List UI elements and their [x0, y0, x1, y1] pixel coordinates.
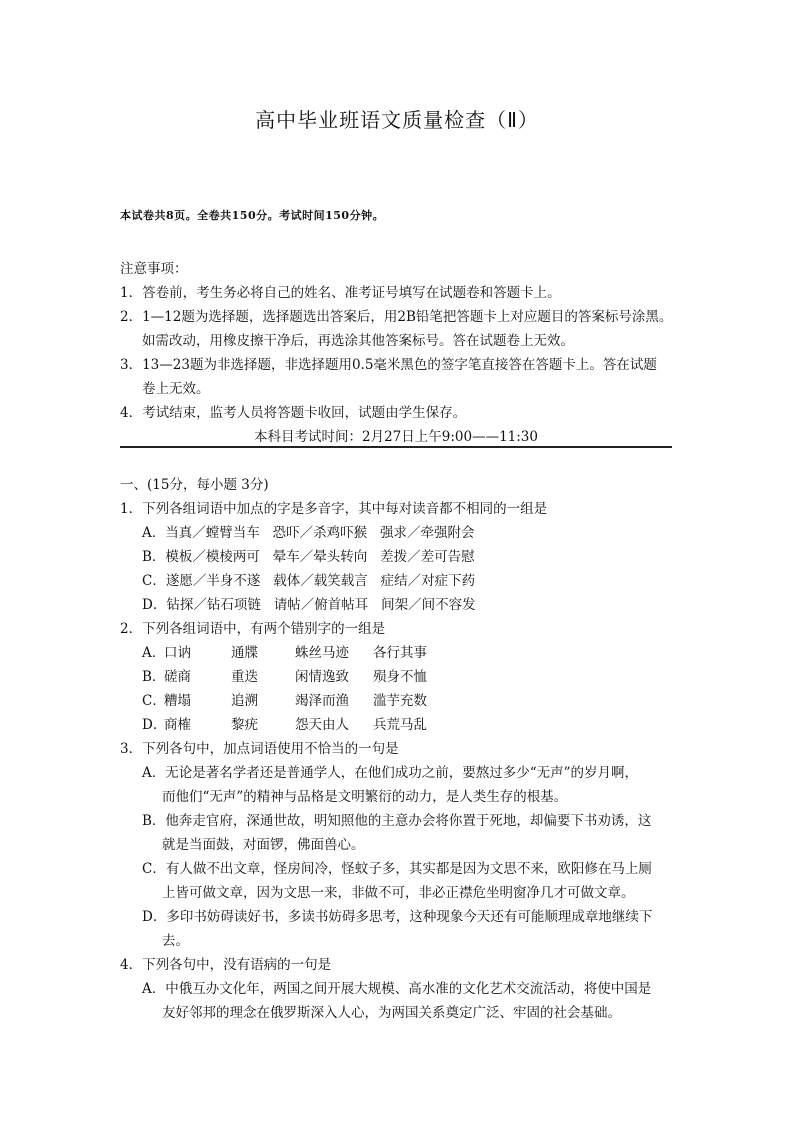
q3-option-d: D．多印书妨碍读好书，多读书妨碍多思考，这种现象今天还有可能顺理成章地继续下	[142, 909, 653, 925]
q4-option-a-cont: 友好邻邦的理念在俄罗斯深入人心，为两国关系奠定广泛、牢固的社会基础。	[162, 1005, 621, 1021]
q1-option-d: D．钻探／钻石项链 请帖／俯首帖耳 间架／间不容发	[142, 597, 476, 613]
q3-option-a-cont: 而他们“无声”的精神与品格是文明繁衍的动力，是人类生存的根基。	[162, 789, 568, 805]
divider	[120, 446, 672, 448]
q2-option-a: A． 口讷 通牒 蛛丝马迹 各行其事	[142, 645, 427, 661]
q3-option-c: C．有人做不出文章，怪房间冷，怪蚊子多，其实都是因为文思不来，欧阳修在马上厕	[142, 861, 652, 877]
q3-option-d-cont: 去。	[162, 933, 189, 949]
q4-option-a: A．中俄互办文化年，两国之间开展大规模、高水准的文化艺术交流活动，将使中国是	[142, 981, 652, 997]
q3-option-c-cont: 上皆可做文章，因为文思一来，非做不可，非必正襟危坐明窗净几才可做文章。	[162, 885, 635, 901]
instruction-continuation: 卷上无效。	[142, 381, 210, 397]
q2-option-d: D． 商榷 黎疣 怨天由人 兵荒马乱	[142, 717, 427, 733]
exam-time: 本科目考试时间：2月27日上午9:00——11:30	[254, 429, 538, 445]
question-3-stem: 3．下列各句中，加点词语使用不恰当的一句是	[120, 741, 399, 757]
question-2-stem: 2．下列各组词语中，有两个错别字的一组是	[120, 621, 386, 637]
instructions-heading: 注意事项：	[120, 261, 188, 277]
q1-option-c: C．遂愿／半身不遂 载体／载笑载言 症结／对症下药	[142, 573, 476, 589]
instruction-item: 2．1—12题为选择题，选择题选出答案后，用2B铅笔把答题卡上对应题目的答案标号涂黑。	[120, 309, 673, 325]
q1-option-b: B．模板／模棱两可 晕车／晕头转向 差拨／差可告慰	[142, 549, 475, 565]
instruction-item: 3．13—23题为非选择题，非选择题用0.5毫米黑色的签字笔直接答在答题卡上。答在试题	[120, 357, 657, 373]
instruction-continuation: 如需改动，用橡皮擦干净后，再选涂其他答案标号。答在试题卷上无效。	[142, 333, 574, 349]
question-4-stem: 4．下列各句中，没有语病的一句是	[120, 957, 332, 973]
exam-info-line: 本试卷共8页。全卷共150分。考试时间150分钟。	[120, 209, 385, 222]
q2-option-c: C． 糟塌 追溯 竭泽而渔 滥芋充数	[142, 693, 427, 709]
section-header: 一、(15分，每小题 3分)	[120, 477, 269, 493]
instruction-item: 1．答卷前，考生务必将自己的姓名、准考证号填写在试题卷和答题卡上。	[120, 285, 561, 301]
q3-option-a: A．无论是著名学者还是普通学人，在他们成功之前，要熬过多少“无声”的岁月啊，	[142, 765, 639, 781]
instruction-item: 4．考试结束，监考人员将答题卡收回，试题由学生保存。	[120, 405, 467, 421]
instructions-block	[120, 257, 680, 449]
question-1-stem: 1．下列各组词语中加点的字是多音字，其中每对读音都不相同的一组是	[120, 501, 548, 517]
q2-option-b: B． 磋商 重迭 闲情逸致 殒身不恤	[142, 669, 427, 685]
q3-option-b: B．他奔走官府，深通世故，明知照他的主意办会将你置于死地，却偏要下书劝诱，这	[142, 813, 652, 829]
questions-section	[120, 473, 680, 1025]
q3-option-b-cont: 就是当面鼓，对面锣，佛面兽心。	[162, 837, 365, 853]
q1-option-a: A．当真／螳臂当车 恐吓／杀鸡吓猴 强求／牵强附会	[142, 525, 475, 541]
page-title: 高中毕业班语文质量检查（Ⅱ）	[255, 108, 539, 132]
